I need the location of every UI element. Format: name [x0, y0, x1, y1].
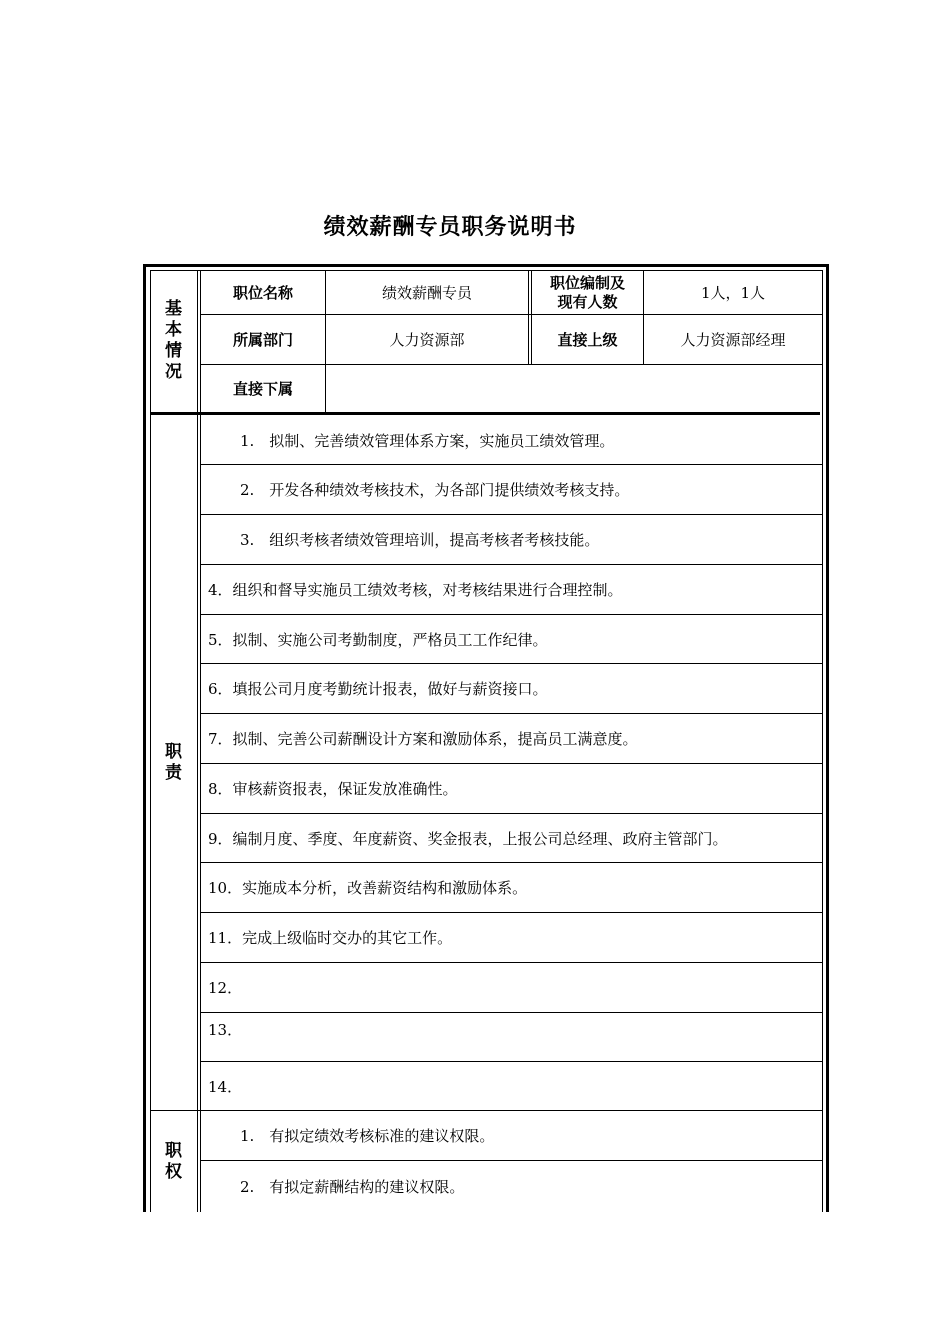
duty-item: 8．审核薪资报表，保证发放准确性。	[208, 780, 458, 798]
duties-section-label	[150, 415, 197, 1110]
duty-item: 5．拟制、实施公司考勤制度，严格员工工作纪律。	[208, 630, 548, 649]
table-left-border	[143, 264, 146, 1212]
table-right-border	[826, 264, 829, 1212]
position-name-value: 绩效薪酬专员	[381, 284, 472, 302]
headcount-label	[532, 271, 643, 314]
label-char: 责	[165, 762, 182, 783]
duty-item: 14．	[208, 1077, 243, 1096]
department-value: 人力资源部	[389, 331, 465, 349]
label-char: 权	[165, 1161, 182, 1182]
duty-item: 13．	[208, 1021, 243, 1039]
duty-item: 3. 组织考核者绩效管理培训，提高考核者考核技能。	[240, 531, 600, 549]
label-char: 情	[165, 341, 182, 361]
col-line	[528, 270, 529, 364]
supervisor-value: 人力资源部经理	[680, 331, 786, 349]
subordinate-label: 直接下属	[232, 380, 293, 398]
duty-item: 1. 拟制、完善绩效管理体系方案，实施员工绩效管理。	[240, 431, 615, 450]
duty-item: 11．完成上级临时交办的其它工作。	[208, 929, 453, 947]
label-char: 况	[165, 362, 182, 382]
inner-right-border	[822, 270, 823, 1212]
duty-item: 12．	[208, 979, 243, 997]
duty-item: 9．编制月度、季度、年度薪资、奖金报表，上报公司总经理、政府主管部门。	[208, 829, 728, 848]
duty-item: 7．拟制、完善公司薪酬设计方案和激励体系，提高员工满意度。	[208, 730, 638, 748]
authority-section-label	[150, 1111, 197, 1212]
section-divider	[150, 412, 820, 415]
job-description-table	[143, 264, 829, 1212]
authority-item: 1. 有拟定绩效考核标准的建议权限。	[240, 1127, 495, 1145]
position-name-label: 职位名称	[232, 284, 293, 302]
supervisor-label: 直接上级	[557, 331, 618, 349]
label-char: 本	[165, 320, 182, 340]
label-char: 职	[165, 741, 182, 762]
department-label: 所属部门	[232, 331, 293, 349]
authority-item: 2. 有拟定薪酬结构的建议权限。	[240, 1178, 465, 1196]
headcount-label-line2: 现有人数	[557, 292, 618, 311]
page-title: 绩效薪酬专员职务说明书	[323, 215, 577, 240]
headcount-label-line1: 职位编制及	[549, 273, 625, 292]
duty-item: 6．填报公司月度考勤统计报表，做好与薪资接口。	[208, 680, 548, 698]
label-char: 基	[165, 299, 182, 319]
label-char: 职	[165, 1140, 182, 1161]
duty-item: 4．组织和督导实施员工绩效考核，对考核结果进行合理控制。	[208, 581, 623, 599]
headcount-value: 1人，1人	[700, 284, 766, 302]
duty-item: 2. 开发各种绩效考核技术，为各部门提供绩效考核支持。	[240, 481, 630, 499]
basic-info-section-label	[150, 270, 197, 412]
table-top-border	[143, 264, 829, 267]
subordinate-value	[326, 365, 822, 412]
duty-item: 10．实施成本分析，改善薪资结构和激励体系。	[208, 879, 528, 897]
